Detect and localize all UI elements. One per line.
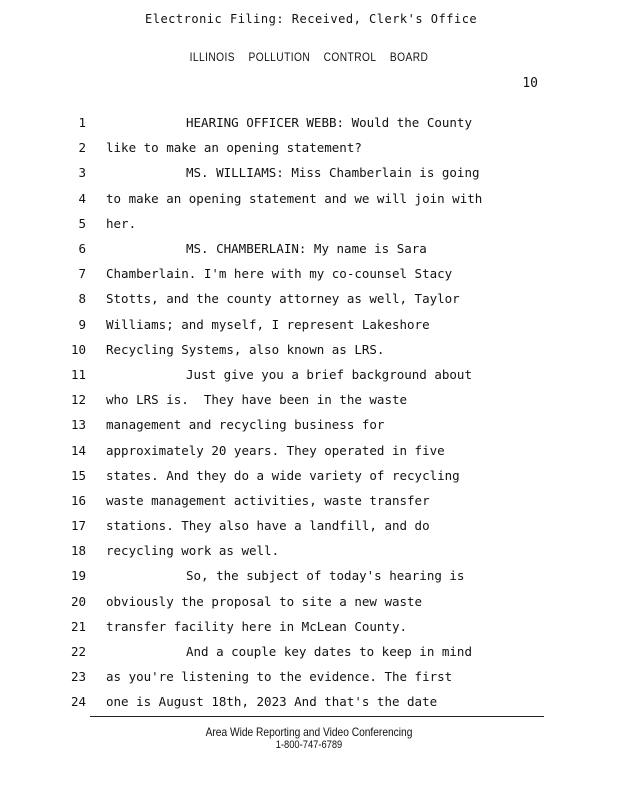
transcript-line <box>60 538 580 563</box>
line-text: Just give you a brief background about <box>186 366 472 382</box>
line-number: 22 <box>70 644 86 660</box>
line-text: as you're listening to the evidence. The first <box>106 669 453 685</box>
transcript-line <box>60 563 580 588</box>
transcript-line <box>60 463 580 488</box>
line-number: 15 <box>70 467 86 483</box>
line-text: who LRS is. They have been in the waste <box>106 392 408 408</box>
line-text: And a couple key dates to keep in mind <box>186 644 472 660</box>
transcript-line <box>60 110 580 135</box>
filing-stamp: Electronic Filing: Received, Clerk's Office <box>145 12 478 26</box>
line-number: 8 <box>78 291 86 307</box>
line-number: 19 <box>70 568 86 584</box>
footer-divider <box>90 716 544 717</box>
line-text: Williams; and myself, I represent Lakeshore <box>106 316 430 332</box>
line-number: 2 <box>78 140 86 156</box>
line-number: 5 <box>78 215 86 231</box>
line-text: one is August 18th, 2023 And that's the date <box>106 694 438 710</box>
line-text: So, the subject of today's hearing is <box>186 568 465 584</box>
footer-phone: 1-800-747-6789 <box>275 739 343 751</box>
line-number: 17 <box>70 518 86 534</box>
transcript-line <box>60 664 580 689</box>
header-word: ILLINOIS <box>189 50 236 64</box>
line-number: 9 <box>78 316 86 332</box>
transcript-line <box>60 286 580 311</box>
line-text: states. And they do a wide variety of recycling <box>106 467 460 483</box>
transcript-line <box>60 412 580 437</box>
line-number: 14 <box>70 442 86 458</box>
line-number: 16 <box>70 492 86 508</box>
line-number: 13 <box>70 417 86 433</box>
line-number: 3 <box>78 165 86 181</box>
line-number: 21 <box>70 618 86 634</box>
transcript-line <box>60 362 580 387</box>
transcript-line <box>60 312 580 337</box>
line-number: 11 <box>70 366 86 382</box>
line-text: recycling work as well. <box>106 543 280 559</box>
transcript-header <box>46 50 571 64</box>
transcript-line <box>60 639 580 664</box>
line-text: HEARING OFFICER WEBB: Would the County <box>186 115 472 131</box>
transcript-line <box>60 437 580 462</box>
line-number: 4 <box>78 190 86 206</box>
line-number: 24 <box>70 694 86 710</box>
line-text: her. <box>106 215 137 231</box>
line-text: like to make an opening statement? <box>106 140 362 156</box>
transcript-lines <box>60 110 580 715</box>
transcript-line <box>60 689 580 714</box>
header-word: CONTROL <box>323 50 377 64</box>
transcript-line <box>60 387 580 412</box>
line-number: 20 <box>70 593 86 609</box>
transcript-line <box>60 160 580 185</box>
line-text: waste management activities, waste transfer <box>106 492 430 508</box>
header-word: BOARD <box>389 50 429 64</box>
line-text: to make an opening statement and we will join with <box>106 190 483 206</box>
footer <box>46 725 571 751</box>
transcript-line <box>60 488 580 513</box>
transcript-line <box>60 337 580 362</box>
line-number: 10 <box>70 341 86 357</box>
line-number: 18 <box>70 543 86 559</box>
line-text: Recycling Systems, also known as LRS. <box>106 341 385 357</box>
transcript-line <box>60 513 580 538</box>
line-text: Stotts, and the county attorney as well, Taylor <box>106 291 460 307</box>
page-number: 10 <box>522 76 538 91</box>
line-number: 23 <box>70 669 86 685</box>
transcript-line <box>60 614 580 639</box>
transcript-line <box>60 236 580 261</box>
transcript-line <box>60 135 580 160</box>
line-text: approximately 20 years. They operated in five <box>106 442 445 458</box>
footer-company: Area Wide Reporting and Video Conferencing <box>205 725 413 739</box>
line-text: obviously the proposal to site a new waste <box>106 593 423 609</box>
line-text: Chamberlain. I'm here with my co-counsel Stacy <box>106 266 453 282</box>
line-number: 7 <box>78 266 86 282</box>
transcript-line <box>60 261 580 286</box>
line-text: stations. They also have a landfill, and do <box>106 518 430 534</box>
line-number: 1 <box>78 115 86 131</box>
line-text: management and recycling business for <box>106 417 385 433</box>
line-number: 6 <box>78 241 86 257</box>
line-number: 12 <box>70 392 86 408</box>
header-word: POLLUTION <box>248 50 311 64</box>
transcript-line <box>60 211 580 236</box>
transcript-line <box>60 186 580 211</box>
line-text: transfer facility here in McLean County. <box>106 618 408 634</box>
transcript-line <box>60 589 580 614</box>
line-text: MS. WILLIAMS: Miss Chamberlain is going <box>186 165 480 181</box>
line-text: MS. CHAMBERLAIN: My name is Sara <box>186 241 427 257</box>
